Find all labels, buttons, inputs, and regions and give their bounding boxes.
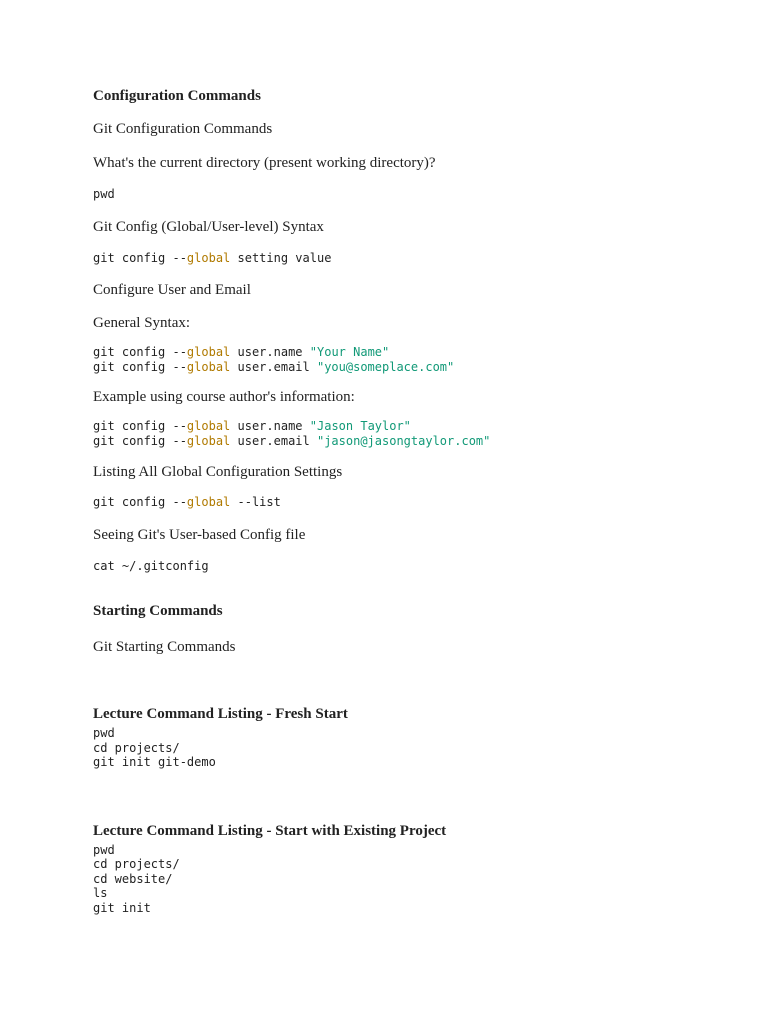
seeing-config-command: cat ~/.gitconfig [93, 558, 209, 573]
general-syntax-label: General Syntax: [93, 315, 191, 331]
listing-command: git config --global --list [93, 495, 281, 509]
code-line: pwd [93, 726, 115, 740]
example-code [93, 419, 733, 448]
pwd-command: pwd [93, 187, 115, 201]
general-syntax-code [93, 345, 733, 374]
config-syntax-heading: Git Config (Global/User-level) Syntax [93, 218, 324, 235]
fresh-start-heading: Lecture Command Listing - Fresh Start [93, 706, 348, 722]
listing-heading: Listing All Global Configuration Settings [93, 464, 343, 480]
configure-user-email-heading: Configure User and Email [93, 282, 251, 298]
document-page [93, 86, 733, 915]
code-line: git config --global user.name "Your Name" [93, 345, 390, 359]
code-line: cd projects/ [93, 857, 180, 871]
code-line: git config --global user.name "Jason Taylor" [93, 419, 411, 433]
git-configuration-commands-subtitle: Git Configuration Commands [93, 121, 273, 137]
starting-commands-heading: Starting Commands [93, 603, 223, 619]
git-starting-commands-subtitle: Git Starting Commands [93, 639, 236, 655]
code-line: ls [93, 886, 108, 900]
code-line: git init [93, 900, 151, 915]
pwd-question: What's the current directory (present working directory)? [93, 155, 436, 171]
existing-project-code [93, 843, 733, 916]
code-line: cd website/ [93, 871, 173, 886]
configuration-commands-heading: Configuration Commands [93, 88, 261, 104]
code-line: cd projects/ [93, 740, 180, 755]
config-syntax-command: git config --global setting value [93, 250, 332, 265]
existing-project-heading: Lecture Command Listing - Start with Existing Project [93, 822, 447, 839]
code-line: pwd [93, 842, 115, 857]
code-line: git config --global user.email "you@someplace.com" [93, 359, 455, 374]
fresh-start-code [93, 726, 733, 770]
code-line: git init git-demo [93, 755, 216, 769]
seeing-config-heading: Seeing Git's User-based Config file [93, 526, 306, 543]
code-line: git config --global user.email "jason@jasongtaylor.com" [93, 433, 491, 448]
example-heading: Example using course author's information: [93, 389, 355, 405]
